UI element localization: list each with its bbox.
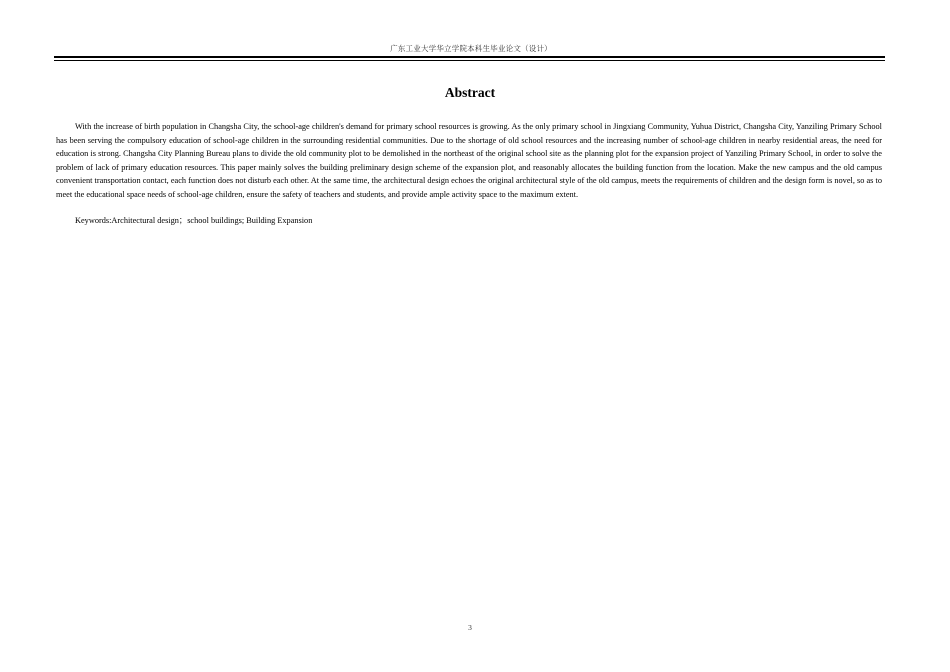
header-rule-thin: [54, 60, 885, 61]
page-title: Abstract: [444, 85, 496, 100]
header-rule-thick: [54, 56, 885, 58]
running-header: 广东工业大学华立学院本科生毕业论文（设计）: [390, 44, 552, 53]
keywords-line: Keywords:Architectural design；school buildings; Building Expansion: [75, 216, 313, 225]
page-number: 3: [468, 623, 472, 632]
abstract-paragraph: With the increase of birth population in Changsha City, the school-age children's demand for primary school resources is growing. As the only primary school in Jingxiang Community, Yuhua District, Changsha City, Yanziling Primary School has been serving the compulsory education of school-age children in the surrounding residential communities. Due to the shortage of old school resources and the increasing number of school-age children in nearby residential areas, the need for education is strong. Changsha City Planning Bureau plans to divide the old community plot to be demolished in the northeast of the original school site as the planning plot for the expansion project of Yanziling Primary School, in order to solve the problem of lack of primary education resources. This paper mainly solves the building preliminary design scheme of the expansion plot, and reasonably allocates the building function from the location. Make the new campus and the old campus convenient transportation contact, each function does not disturb each other. At the same time, the architectural design echoes the original architectural style of the old campus, meets the requirements of children and the design form is novel, so as to meet the educational space needs of school-age children, ensure the safety of teachers and students, and provide ample activity space to the maximum extent.: [56, 122, 882, 199]
